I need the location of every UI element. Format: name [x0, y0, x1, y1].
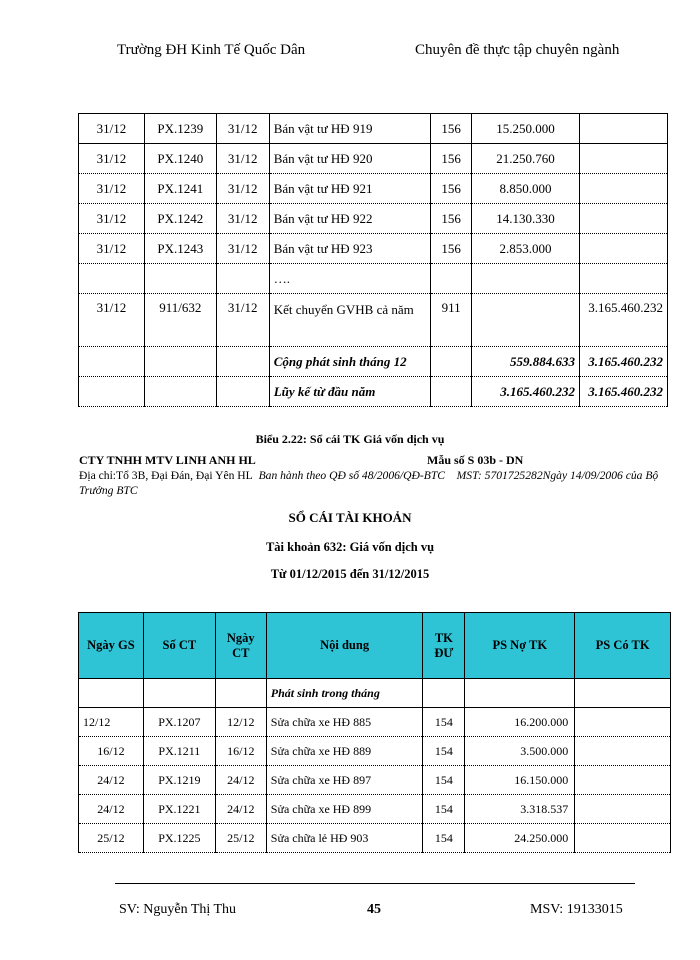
cell [579, 204, 667, 234]
table-row [79, 294, 668, 347]
cell: PX.1240 [144, 144, 216, 174]
cell: 156 [431, 144, 472, 174]
cell: PX.1219 [143, 766, 215, 795]
cell: …. [269, 264, 430, 294]
cell: Sửa chữa xe HĐ 899 [266, 795, 423, 824]
cell [79, 264, 145, 294]
cell: 3.165.460.232 [472, 377, 580, 407]
cell: Bán vật tư HĐ 919 [269, 114, 430, 144]
cell: PX.1239 [144, 114, 216, 144]
cell [579, 234, 667, 264]
table-row-section [79, 679, 671, 708]
header-school: Trường ĐH Kinh Tế Quốc Dân [117, 42, 306, 58]
cell: 911/632 [144, 294, 216, 347]
footer-divider [115, 883, 635, 884]
cell: 31/12 [216, 234, 269, 264]
cell: 16.150.000 [465, 766, 575, 795]
cell: 8.850.000 [472, 174, 580, 204]
cell: Sửa chữa lẻ HĐ 903 [266, 824, 423, 853]
cell: PX.1221 [143, 795, 215, 824]
period-label: Từ 01/12/2015 đến 31/12/2015 [270, 567, 430, 581]
cell [144, 264, 216, 294]
footer-student-id: MSV: 19133015 [530, 902, 623, 917]
cell [579, 114, 667, 144]
table-row [79, 795, 671, 824]
cell: Lũy kế từ đầu năm [269, 377, 430, 407]
cell: 12/12 [79, 708, 144, 737]
cell: Bán vật tư HĐ 920 [269, 144, 430, 174]
regulation: Ban hành theo QĐ số 48/2006/QĐ-BTC [258, 469, 446, 482]
table-row [79, 766, 671, 795]
cell: 154 [423, 766, 465, 795]
ledger-table [78, 612, 671, 853]
cell: 3.165.460.232 [579, 377, 667, 407]
cell: 21.250.760 [472, 144, 580, 174]
ledger-title: SỔ CÁI TÀI KHOẢN [288, 510, 412, 525]
footer-student: SV: Nguyễn Thị Thu [119, 902, 237, 917]
cell: 154 [423, 708, 465, 737]
ledger-continuation-table [78, 113, 668, 407]
cell: 15.250.000 [472, 114, 580, 144]
cell: 31/12 [79, 234, 145, 264]
cell: 3.500.000 [465, 737, 575, 766]
cell: 16/12 [215, 737, 266, 766]
cell: 31/12 [79, 144, 145, 174]
table-row [79, 174, 668, 204]
cell: 24/12 [79, 766, 144, 795]
cell: PX.1225 [143, 824, 215, 853]
table-header-row [79, 613, 671, 679]
cell [575, 824, 671, 853]
cell: Sửa chữa xe HĐ 889 [266, 737, 423, 766]
cell: 3.318.537 [465, 795, 575, 824]
cell: PX.1211 [143, 737, 215, 766]
table-row [79, 264, 668, 294]
cell: 31/12 [79, 174, 145, 204]
cell: 31/12 [79, 204, 145, 234]
cell: 154 [423, 824, 465, 853]
cell: 31/12 [216, 204, 269, 234]
cell: 24/12 [215, 766, 266, 795]
cell: 16.200.000 [465, 708, 575, 737]
cell: 12/12 [215, 708, 266, 737]
column-header: PS Có TK [575, 613, 671, 679]
cell: 31/12 [216, 294, 269, 347]
cell [575, 737, 671, 766]
table-row [79, 708, 671, 737]
cell: 31/12 [216, 144, 269, 174]
cell: 559.884.633 [472, 347, 580, 377]
column-header: PS Nợ TK [465, 613, 575, 679]
cell: 31/12 [216, 114, 269, 144]
cell: 31/12 [216, 174, 269, 204]
table-row-month-total [79, 347, 668, 377]
cell [216, 264, 269, 294]
cell: 156 [431, 234, 472, 264]
cell: 156 [431, 204, 472, 234]
cell: 156 [431, 114, 472, 144]
header-topic: Chuyên đề thực tập chuyên ngành [415, 42, 620, 58]
cell [575, 795, 671, 824]
column-header: Ngày GS [79, 613, 144, 679]
cell: Cộng phát sinh tháng 12 [269, 347, 430, 377]
table-row [79, 234, 668, 264]
column-header: Nội dung [266, 613, 423, 679]
cell [472, 294, 580, 347]
cell: Bán vật tư HĐ 921 [269, 174, 430, 204]
cell [575, 766, 671, 795]
cell: 911 [431, 294, 472, 347]
cell: 24/12 [79, 795, 144, 824]
cell: Sửa chữa xe HĐ 897 [266, 766, 423, 795]
cell: Bán vật tư HĐ 922 [269, 204, 430, 234]
cell: 25/12 [79, 824, 144, 853]
cell: Sửa chữa xe HĐ 885 [266, 708, 423, 737]
cell [579, 144, 667, 174]
cell: Kết chuyển GVHB cả năm [269, 294, 430, 347]
cell [579, 174, 667, 204]
table-row-year-total [79, 377, 668, 407]
address-block [79, 468, 679, 498]
cell: PX.1241 [144, 174, 216, 204]
table-row [79, 824, 671, 853]
form-number: Mẫu số S 03b - DN [427, 453, 524, 467]
cell: 24/12 [215, 795, 266, 824]
table-row [79, 144, 668, 174]
cell: PX.1207 [143, 708, 215, 737]
table-row [79, 204, 668, 234]
cell: 31/12 [79, 294, 145, 347]
cell [579, 264, 667, 294]
address: Địa chỉ:Tổ 3B, Đại Đán, Đại Yên HL [79, 469, 253, 482]
cell: PX.1242 [144, 204, 216, 234]
column-header: Ngày CT [215, 613, 266, 679]
page-number: 45 [367, 902, 381, 917]
cell: 25/12 [215, 824, 266, 853]
column-header: Số CT [143, 613, 215, 679]
company-name: CTY TNHH MTV LINH ANH HL [79, 453, 256, 467]
cell: 154 [423, 737, 465, 766]
tax-code: MST: 5701725282Ngày 14/09/2006 của Bộ Trưởng BTC [79, 469, 659, 497]
cell: Bán vật tư HĐ 923 [269, 234, 430, 264]
cell: PX.1243 [144, 234, 216, 264]
cell: 3.165.460.232 [579, 294, 667, 347]
cell: 2.853.000 [472, 234, 580, 264]
cell: Phát sinh trong tháng [266, 679, 423, 708]
table-row [79, 114, 668, 144]
cell [575, 708, 671, 737]
cell: 156 [431, 174, 472, 204]
table-row [79, 737, 671, 766]
account-label: Tài khoản 632: Giá vốn dịch vụ [265, 540, 435, 554]
cell: 154 [423, 795, 465, 824]
column-header: TK ĐƯ [423, 613, 465, 679]
cell: 3.165.460.232 [579, 347, 667, 377]
cell: 14.130.330 [472, 204, 580, 234]
cell: 24.250.000 [465, 824, 575, 853]
figure-caption: Biểu 2.22: Sổ cái TK Giá vốn dịch vụ [255, 432, 445, 446]
cell [431, 264, 472, 294]
cell [472, 264, 580, 294]
cell: 16/12 [79, 737, 144, 766]
cell: 31/12 [79, 114, 145, 144]
